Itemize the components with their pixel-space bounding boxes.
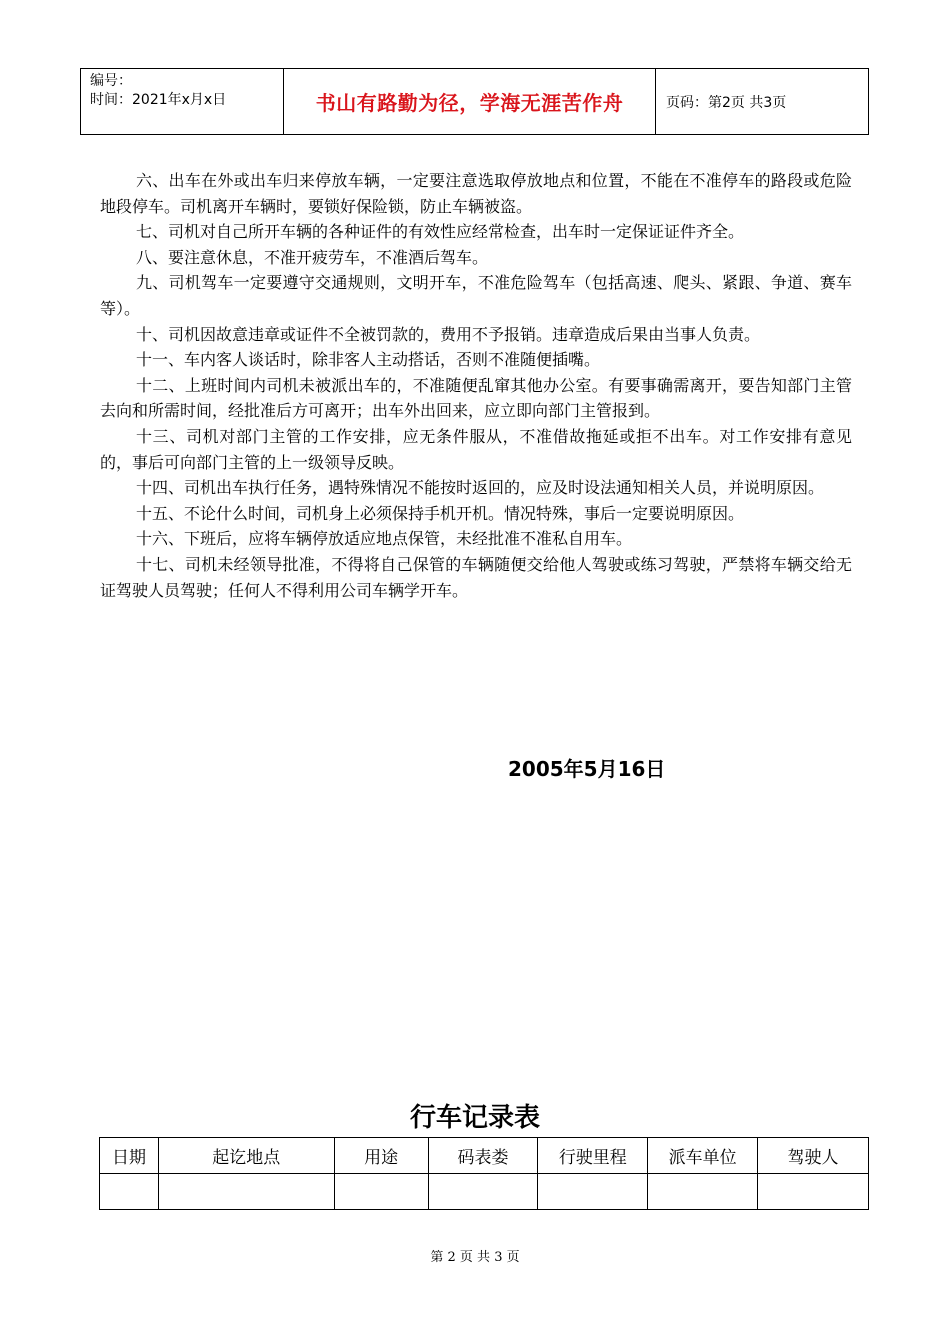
rule-paragraph: 八、要注意休息，不准开疲劳车，不准酒后驾车。 [136, 247, 489, 267]
column-header: 起讫地点 [158, 1138, 334, 1174]
rule-paragraph: 十一、车内客人谈话时，除非客人主动搭话，否则不准随便插嘴。 [136, 350, 601, 370]
rule-paragraph: 十三、司机对部门主管的工作安排，应无条件服从，不准借故拖延或拒不出车。对工作安排有意见的，事后可向部门主管的上一级领导反映。 [100, 426, 852, 472]
time-label: 时间：2021年x月x日 [90, 92, 227, 108]
rule-paragraph: 十、司机因故意违章或证件不全被罚款的，费用不予报销。违章造成后果由当事人负责。 [136, 324, 761, 344]
motto: 书山有路勤为径，学海无涯苦作舟 [284, 69, 656, 134]
table-cell [100, 1174, 159, 1210]
document-date: 2005年5月16日 [508, 757, 666, 781]
number-label: 编号： [90, 73, 132, 89]
rules-body [100, 168, 852, 603]
column-header: 派车单位 [648, 1138, 758, 1174]
table-cell [538, 1174, 648, 1210]
rule-paragraph: 十二、上班时间内司机未被派出车的，不准随便乱窜其他办公室。有要事确需离开，要告知部门主管去向和所需时间，经批准后方可离开；出车外出回来，应立即向部门主管报到。 [100, 375, 852, 421]
rule-paragraph: 六、出车在外或出车归来停放车辆，一定要注意选取停放地点和位置，不能在不准停车的路段或危险地段停车。司机离开车辆时，要锁好保险锁，防止车辆被盗。 [100, 171, 852, 216]
column-header: 码表娄 [428, 1138, 538, 1174]
rule-paragraph: 十四、司机出车执行任务，遇特殊情况不能按时返回的，应及时设法通知相关人员，并说明原因。 [136, 478, 825, 498]
header-box [80, 68, 869, 135]
table-cell [648, 1174, 758, 1210]
column-header: 行驶里程 [538, 1138, 648, 1174]
table-cell [334, 1174, 428, 1210]
page-footer: 第 2 页 共 3 页 [430, 1250, 520, 1265]
rule-paragraph: 九、司机驾车一定要遵守交通规则，文明开车，不准危险驾车（包括高速、爬头、紧跟、争道、赛车等）。 [100, 273, 852, 318]
header-left-cell [81, 69, 284, 134]
table-cell [158, 1174, 334, 1210]
rule-paragraph: 十六、下班后，应将车辆停放适应地点保管，未经批准不准私自用车。 [136, 529, 633, 549]
column-header: 日期 [100, 1138, 159, 1174]
table-title: 行车记录表 [409, 1103, 540, 1133]
driving-record-table [99, 1137, 869, 1210]
page-info: 页码：第2页 共3页 [666, 94, 787, 111]
table-row [100, 1174, 869, 1210]
rule-paragraph: 十七、司机未经领导批准，不得将自己保管的车辆随便交给他人驾驶或练习驾驶，严禁将车辆交给无证驾驶人员驾驶；任何人不得利用公司车辆学开车。 [100, 554, 852, 600]
rule-paragraph: 七、司机对自己所开车辆的各种证件的有效性应经常检查，出车时一定保证证件齐全。 [136, 222, 745, 242]
column-header: 用途 [334, 1138, 428, 1174]
table-cell [758, 1174, 869, 1210]
column-header: 驾驶人 [758, 1138, 869, 1174]
rule-paragraph: 十五、不论什么时间，司机身上必须保持手机开机。情况特殊，事后一定要说明原因。 [136, 503, 745, 523]
table-cell [428, 1174, 538, 1210]
table-header-row [100, 1138, 869, 1174]
